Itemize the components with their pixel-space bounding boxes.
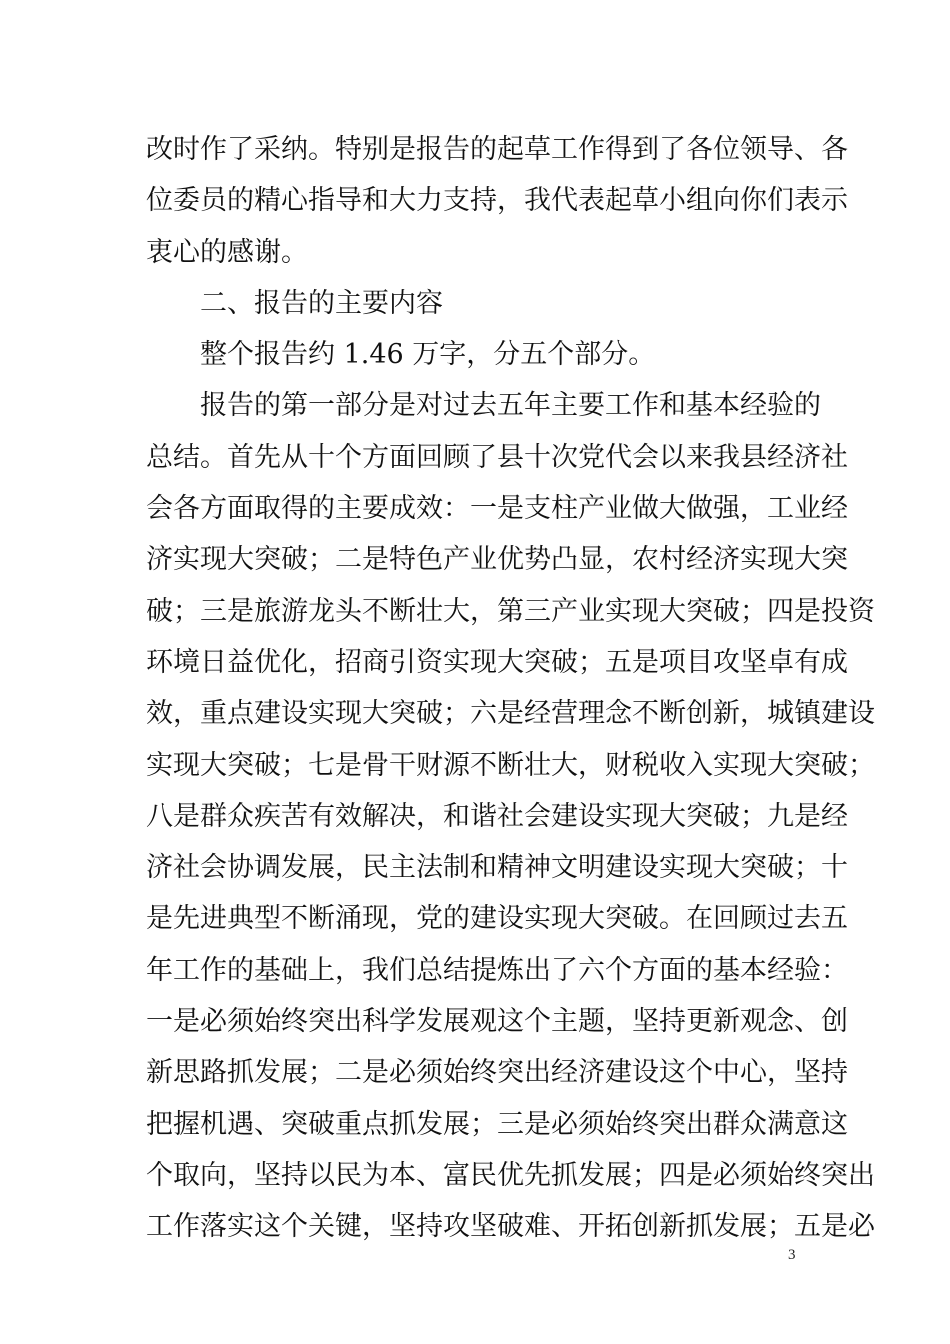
text-line: 整个报告约 1.46 万字，分五个部分。	[200, 339, 656, 371]
text-line: 济社会协调发展，民主法制和精神文明建设实现大突破；十	[146, 852, 848, 884]
section-heading: 二、报告的主要内容	[200, 287, 443, 319]
text-line: 年工作的基础上，我们总结提炼出了六个方面的基本经验：	[146, 954, 848, 986]
text-line: 改时作了采纳。特别是报告的起草工作得到了各位领导、各	[146, 134, 848, 165]
text-line: 会各方面取得的主要成效：一是支柱产业做大做强，工业经	[146, 493, 848, 525]
text-line: 个取向，坚持以民为本、富民优先抓发展；四是必须始终突出	[146, 1159, 875, 1191]
text-line: 总结。首先从十个方面回顾了县十次党代会以来我县经济社	[146, 441, 848, 473]
text-line: 实现大突破；七是骨干财源不断壮大，财税收入实现大突破；	[146, 749, 875, 781]
text-line: 新思路抓发展；二是必须始终突出经济建设这个中心，坚持	[146, 1057, 848, 1089]
text-line: 效，重点建设实现大突破；六是经营理念不断创新，城镇建设	[146, 698, 875, 730]
body-text	[146, 124, 875, 1253]
page-number: 3	[788, 1247, 796, 1263]
text-line: 位委员的精心指导和大力支持，我代表起草小组向你们表示	[146, 185, 848, 217]
text-line: 破；三是旅游龙头不断壮大，第三产业实现大突破；四是投资	[146, 595, 875, 627]
text-line: 把握机遇、突破重点抓发展；三是必须始终突出群众满意这	[146, 1108, 848, 1140]
text-line: 一是必须始终突出科学发展观这个主题，坚持更新观念、创	[146, 1006, 848, 1038]
text-line: 环境日益优化，招商引资实现大突破；五是项目攻坚卓有成	[146, 646, 848, 678]
text-line: 报告的第一部分是对过去五年主要工作和基本经验的	[200, 390, 821, 422]
text-line: 是先进典型不断涌现，党的建设实现大突破。在回顾过去五	[146, 903, 848, 935]
text-line: 八是群众疾苦有效解决，和谐社会建设实现大突破；九是经	[146, 800, 848, 832]
text-line: 衷心的感谢。	[146, 236, 308, 268]
text-line: 济实现大突破；二是特色产业优势凸显，农村经济实现大突	[146, 544, 848, 576]
text-line: 工作落实这个关键，坚持攻坚破难、开拓创新抓发展；五是必	[146, 1211, 875, 1243]
